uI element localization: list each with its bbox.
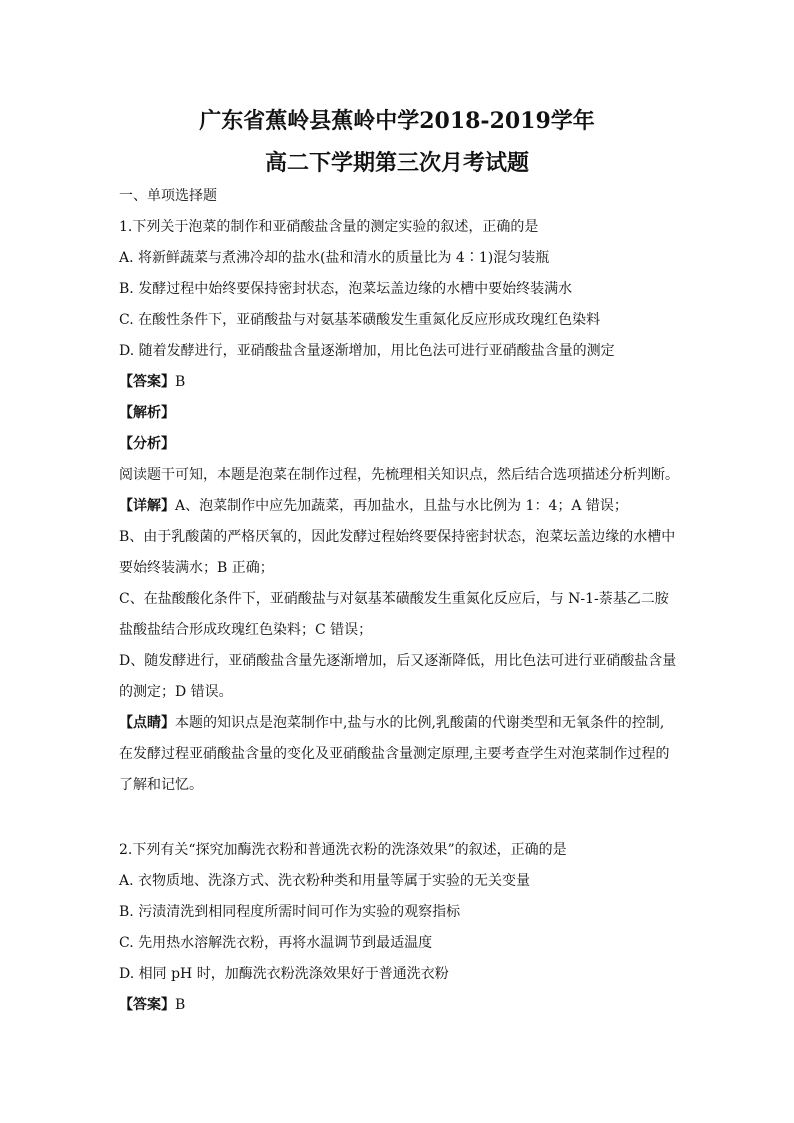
q1-detail-b2: 要始终装满水；B 正确；: [119, 560, 274, 576]
q1-analysis-tag: 【解析】: [119, 405, 175, 421]
q1-answer: [119, 372, 185, 392]
q2-option-c: C. 先用热水溶解洗衣粉，再将水温调节到最适温度: [119, 935, 433, 951]
q1-detail-c1: C、在盐酸酸化条件下，亚硝酸盐与对氨基苯磺酸发生重氮化反应后，与 N-1-萘基乙二胺: [119, 591, 669, 607]
q1-option-c: C. 在酸性条件下，亚硝酸盐与对氨基苯磺酸发生重氮化反应形成玫瑰红色染料: [119, 312, 601, 328]
answer-tag: 【答案】: [119, 374, 175, 390]
q1-option-d: D. 随着发酵进行，亚硝酸盐含量逐渐增加，用比色法可进行亚硝酸盐含量的测定: [119, 343, 615, 359]
q2-option-a: A. 衣物质地、洗涤方式、洗衣粉种类和用量等属于实验的无关变量: [119, 873, 531, 889]
q1-detail-b1: B、由于乳酸菌的严格厌氧的，因此发酵过程始终要保持密封状态，泡菜坛盖边缘的水槽中: [119, 529, 676, 545]
q1-option-a: A. 将新鲜蔬菜与煮沸冷却的盐水(盐和清水的质量比为 4∶1)混匀装瓶: [119, 250, 550, 266]
q1-detail-c2: 盐酸盐结合形成玫瑰红色染料；C 错误；: [119, 622, 373, 638]
q1-option-b: B. 发酵过程中始终要保持密封状态，泡菜坛盖边缘的水槽中要始终装满水: [119, 281, 573, 297]
q1-fenxi-text: 阅读题干可知，本题是泡菜在制作过程，先梳理相关知识点，然后结合选项描述分析判断。: [119, 467, 679, 483]
q2-answer: [119, 995, 185, 1015]
section-heading: 一、单项选择题: [119, 188, 217, 204]
answer-value: B: [175, 374, 186, 390]
q1-detail-d2: 的测定；D 错误。: [119, 684, 233, 700]
q1-detail-a: [119, 496, 628, 516]
q1-dianjing-3: 了解和记忆。: [119, 777, 203, 793]
doc-title-line1: 广东省蕉岭县蕉岭中学2018-2019学年: [199, 108, 595, 134]
q1-dianjing-2: 在发酵过程亚硝酸盐含量的变化及亚硝酸盐含量测定原理,主要考查学生对泡菜制作过程的: [119, 746, 670, 762]
doc-title-line2: 高二下学期第三次月考试题: [264, 150, 529, 176]
q2-stem: 2.下列有关“探究加酶洗衣粉和普通洗衣粉的洗涤效果”的叙述，正确的是: [119, 842, 567, 858]
dianjing-tag: 【点睛】: [119, 715, 175, 731]
q1-fenxi-tag: 【分析】: [119, 436, 175, 452]
q1-dianjing-1: [119, 713, 664, 733]
detail-a-text: A、泡菜制作中应先加蔬菜，再加盐水，且盐与水比例为 1：4；A 错误；: [175, 498, 628, 514]
q2-option-d: D. 相同 pH 时，加酶洗衣粉洗涤效果好于普通洗衣粉: [119, 966, 449, 982]
dianjing-1-text: 本题的知识点是泡菜制作中,盐与水的比例,乳酸菌的代谢类型和无氧条件的控制,: [175, 715, 665, 731]
answer-value: B: [175, 997, 186, 1013]
q1-detail-d1: D、随发酵进行，亚硝酸盐含量先逐渐增加，后又逐渐降低，用比色法可进行亚硝酸盐含量: [119, 653, 677, 669]
q1-stem: 1.下列关于泡菜的制作和亚硝酸盐含量的测定实验的叙述，正确的是: [119, 219, 539, 235]
answer-tag: 【答案】: [119, 997, 175, 1013]
q2-option-b: B. 污渍清洗到相同程度所需时间可作为实验的观察指标: [119, 904, 461, 920]
detail-tag: 【详解】: [119, 498, 175, 514]
